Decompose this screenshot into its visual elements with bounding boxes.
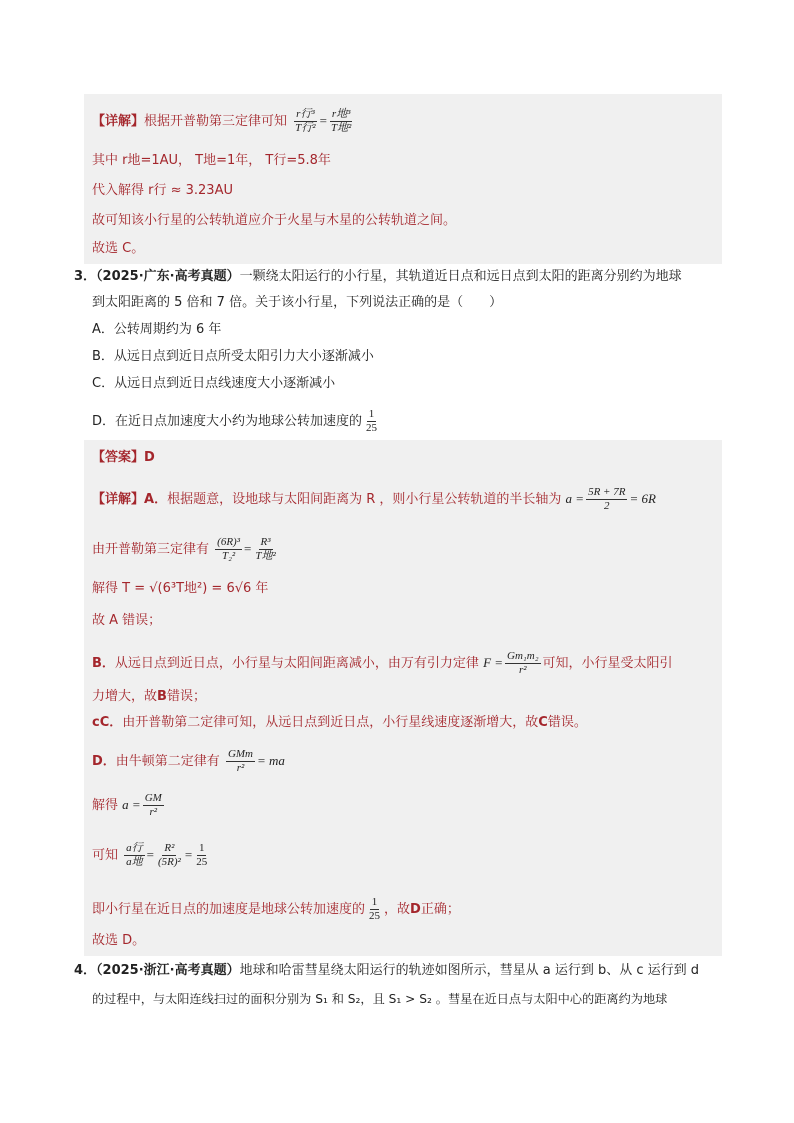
fraction: $\frac{\text{R³}}{\text{T地²}}$ [255,536,276,562]
fraction: $\frac{\text{a行}}{\text{a地}}$ [126,842,143,868]
fraction: $\frac{GM}{\text{r²}}$ [144,792,162,818]
q3-option-b: B．从远日点到近日点所受太阳引力大小逐渐减小 [92,349,374,364]
detail-line-1: 【详解】根据开普勒第三定律可知 $\frac{\text{r行³}}{\text{T行²}}$ = $\frac{\text{r地³}}{\text{T地²}}$ [92,108,352,134]
fraction: $\frac{\text{(6R)³}}{\text{T₂²}}$ [217,536,240,562]
kepler3-line: 由开普勒第三定律有 $\frac{\text{(6R)³}}{\text{T₂²}}$ = $\frac{\text{R³}}{\text{T地²}}$ [92,536,276,562]
choose-line: 故选 D。 [92,933,146,948]
fraction: $\frac{5R + 7R}{2}$ [588,486,626,512]
fraction: $\frac{1}{25}$ [369,896,381,922]
q3-source: （2025·广东·高考真题） [96,269,240,284]
know-line: 可知 $\frac{\text{a行}}{\text{a地}}$ = $\frac{\text{R²}}{\text{(5R)²}}$ = $\frac{1}{25}$ [92,842,208,868]
conclusion-line: 即小行星在近日点的加速度是地球公转加速度的 $\frac{1}{25}$ ，故D正确； [92,896,460,922]
detail-line-5: 故选 C。 [92,241,145,256]
q4-stem-line-1: 4．（2025·浙江·高考真题）地球和哈雷彗星绕太阳运行的轨迹如图所示，彗星从 a 运行到 b、从 c 运行到 d [74,963,700,978]
fraction: $\frac{1}{25}$ [366,408,378,434]
detail-line-3: 代入解得 r行 ≈ 3.23AU [92,183,233,198]
detail-c-line: cC．由开普勒第二定律可知，从远日点到近日点，小行星线速度逐渐增大，故C错误。 [92,715,587,730]
solve-t-line: 解得 T = √(6³T地²) = 6√6 年 [92,581,269,596]
answer-line [92,449,155,467]
a-wrong-line: 故 A 错误； [92,613,162,628]
fraction: $\frac{\text{GMm}}{\text{r²}}$ [227,748,254,774]
detail-d-line: D．由牛顿第二定律有 $\frac{\text{GMm}}{\text{r²}}$ = ma [92,748,285,774]
kepler-fraction-right: $\frac{\text{r地³}}{\text{T地²}}$ [330,108,352,134]
fraction: $\frac{1}{25}$ [196,842,208,868]
q4-number: 4． [74,963,97,978]
q3-option-a: A．公转周期约为 6 年 [92,322,222,337]
fraction: $\frac{\text{R²}}{\text{(5R)²}}$ [158,842,181,868]
q3-stem-line-2: 到太阳距离的 5 倍和 7 倍。关于该小行星，下列说法正确的是（ ） [92,295,503,310]
detail-tag: 【详解】 [92,114,145,129]
detail-a-line: 【详解】A．根据题意，设地球与太阳间距离为 R ，则小行星公转轨道的半长轴为 a = $\frac{5R + 7R}{2}$ = 6R [92,486,656,512]
q3-number: 3． [74,269,97,284]
q3-stem-line-1: 3．（2025·广东·高考真题）一颗绕太阳运行的小行星，其轨道近日点和远日点到太阳的距离分别约为地球 [74,269,682,284]
q3-option-d: D．在近日点加速度大小约为地球公转加速度的 $\frac{1}{25}$ [92,408,378,434]
q4-source: （2025·浙江·高考真题） [96,963,240,978]
detail-line-2: 其中 r地=1AU， T地=1年， T行=5.8年 [92,153,331,168]
detail-b-line: B．从远日点到近日点，小行星与太阳间距离减小，由万有引力定律 F = $\frac{\text{Gm₁m₂}}{\text{r²}}$ 可知，小行星受太阳引 [92,650,673,676]
kepler-fraction-left: $\frac{\text{r行³}}{\text{T行²}}$ [295,108,316,134]
answer-value: D [144,450,155,465]
detail-line-4: 故可知该小行星的公转轨道应介于火星与木星的公转轨道之间。 [92,213,457,228]
fraction: $\frac{\text{Gm₁m₂}}{\text{r²}}$ [507,650,539,676]
answer-tag: 【答案】 [92,450,145,465]
q4-stem-line-2: 的过程中，与太阳连线扫过的面积分别为 S₁ 和 S₂，且 S₁ > S₂ 。彗星在近日点与太阳中心的距离约为地球 [92,992,668,1006]
detail-b-line-2: 力增大，故B错误； [92,689,206,704]
solve-a-line: 解得 a = $\frac{GM}{\text{r²}}$ [92,792,162,818]
q3-option-c: C．从远日点到近日点线速度大小逐渐减小 [92,376,336,391]
